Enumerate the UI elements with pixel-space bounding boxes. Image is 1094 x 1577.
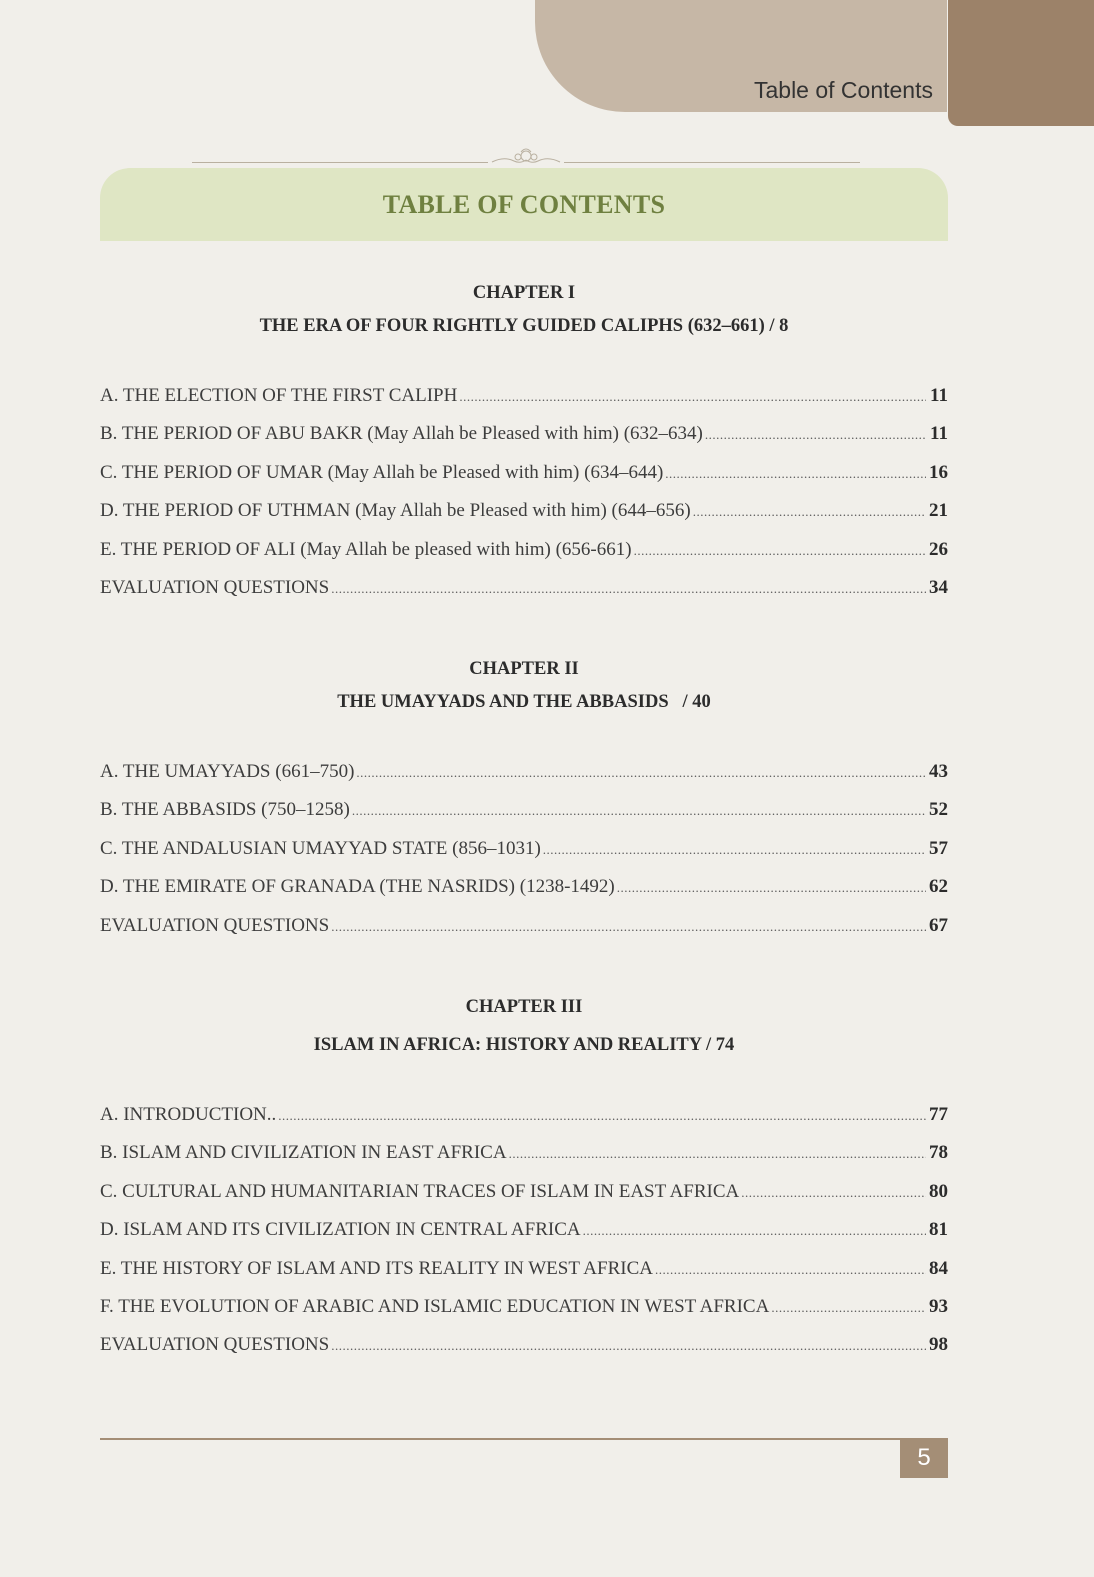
entry-title: D. ISLAM AND ITS CIVILIZATION IN CENTRAL AFRICA bbox=[100, 1219, 581, 1241]
dot-leader bbox=[356, 765, 926, 781]
entry-page-number: 77 bbox=[929, 1104, 948, 1125]
toc-entry[interactable] bbox=[100, 1258, 948, 1296]
toc-entry[interactable] bbox=[100, 462, 948, 500]
entry-title: E. THE PERIOD OF ALI (May Allah be pleased with him) (656-661) bbox=[100, 538, 632, 560]
chapter-1-number: CHAPTER I bbox=[472, 283, 576, 303]
entry-page-number: 93 bbox=[929, 1295, 948, 1317]
entry-page-number: 98 bbox=[929, 1334, 948, 1356]
entry-page-number: 52 bbox=[929, 799, 948, 821]
ornament-line-left bbox=[192, 162, 488, 163]
entry-page-number: 11 bbox=[930, 423, 948, 445]
dot-leader bbox=[459, 389, 926, 405]
dot-leader bbox=[705, 427, 926, 443]
entry-title: D. THE PERIOD OF UTHMAN (May Allah be Pleased with him) (644–656) bbox=[100, 500, 691, 522]
page-number: 5 bbox=[900, 1438, 948, 1478]
dot-leader bbox=[509, 1146, 926, 1162]
entry-title: C. THE ANDALUSIAN UMAYYAD STATE (856–1031) bbox=[100, 837, 541, 859]
header-section-label: Table of Contents bbox=[753, 77, 933, 103]
chapter-3-title: ISLAM IN AFRICA: HISTORY AND REALITY / 74 bbox=[313, 1035, 735, 1055]
ornament-line-right bbox=[564, 162, 860, 163]
toc-entry[interactable] bbox=[100, 1219, 948, 1257]
entry-page-number: 26 bbox=[929, 538, 948, 560]
chapter-1-entries bbox=[100, 385, 948, 615]
toc-entry[interactable] bbox=[100, 1181, 948, 1219]
entry-page-number: 78 bbox=[929, 1142, 948, 1164]
chapter-3-entries bbox=[100, 1104, 948, 1373]
page-title: TABLE OF CONTENTS bbox=[382, 189, 666, 219]
dot-leader bbox=[693, 504, 926, 520]
header-section-tab bbox=[535, 0, 947, 112]
entry-title: EVALUATION QUESTIONS bbox=[100, 1334, 330, 1356]
entry-page-number: 57 bbox=[929, 837, 948, 859]
toc-entry[interactable] bbox=[100, 1334, 948, 1372]
toc-entry[interactable] bbox=[100, 1142, 948, 1180]
toc-entry[interactable] bbox=[100, 577, 948, 615]
entry-page-number: 34 bbox=[929, 576, 948, 598]
entry-page-number: 21 bbox=[929, 500, 948, 522]
entry-page-number: 81 bbox=[929, 1219, 948, 1241]
entry-page-number: 43 bbox=[929, 761, 948, 782]
dot-leader bbox=[741, 1185, 926, 1201]
entry-title: A. THE UMAYYADS (661–750) bbox=[100, 761, 355, 782]
dot-leader bbox=[655, 1262, 926, 1278]
chapter-1-title: THE ERA OF FOUR RIGHTLY GUIDED CALIPHS (632–661) / 8 bbox=[259, 316, 789, 336]
entry-page-number: 11 bbox=[930, 385, 948, 406]
entry-title: F. THE EVOLUTION OF ARABIC AND ISLAMIC EDUCATION IN WEST AFRICA bbox=[100, 1295, 770, 1317]
entry-title: B. THE PERIOD OF ABU BAKR (May Allah be Pleased with him) (632–634) bbox=[100, 423, 703, 445]
toc-entry[interactable] bbox=[100, 761, 948, 799]
toc-entry[interactable] bbox=[100, 1296, 948, 1334]
entry-page-number: 62 bbox=[929, 876, 948, 898]
footer-rule bbox=[100, 1438, 948, 1440]
dot-leader bbox=[617, 880, 926, 896]
entry-title: C. CULTURAL AND HUMANITARIAN TRACES OF ISLAM IN EAST AFRICA bbox=[100, 1180, 740, 1202]
toc-entry[interactable] bbox=[100, 915, 948, 953]
header-corner-block bbox=[948, 0, 1094, 126]
chapter-3-number: CHAPTER III bbox=[465, 997, 583, 1017]
flourish-ornament-icon bbox=[490, 146, 562, 168]
entry-page-number: 80 bbox=[929, 1180, 948, 1202]
entry-title: E. THE HISTORY OF ISLAM AND ITS REALITY IN WEST AFRICA bbox=[100, 1257, 653, 1279]
toc-entry[interactable] bbox=[100, 385, 948, 423]
toc-entry[interactable] bbox=[100, 838, 948, 876]
dot-leader bbox=[634, 543, 926, 559]
entry-title: D. THE EMIRATE OF GRANADA (THE NASRIDS) (1238-1492) bbox=[100, 876, 615, 898]
dot-leader bbox=[543, 842, 926, 858]
toc-title-banner bbox=[100, 168, 948, 241]
entry-page-number: 16 bbox=[929, 461, 948, 483]
entry-title: EVALUATION QUESTIONS bbox=[100, 914, 330, 936]
entry-page-number: 67 bbox=[929, 914, 948, 936]
dot-leader bbox=[331, 919, 926, 935]
toc-entry[interactable] bbox=[100, 539, 948, 577]
dot-leader bbox=[352, 803, 926, 819]
entry-page-number: 84 bbox=[929, 1257, 948, 1279]
dot-leader bbox=[665, 466, 926, 482]
dot-leader bbox=[771, 1300, 926, 1316]
entry-title: EVALUATION QUESTIONS bbox=[100, 576, 330, 598]
dot-leader bbox=[331, 1338, 926, 1354]
entry-title: A. THE ELECTION OF THE FIRST CALIPH bbox=[100, 385, 458, 406]
dot-leader bbox=[331, 581, 926, 597]
chapter-2-number: CHAPTER II bbox=[469, 659, 579, 679]
toc-entry[interactable] bbox=[100, 500, 948, 538]
chapter-2-title: THE UMAYYADS AND THE ABBASIDS / 40 bbox=[337, 692, 711, 712]
toc-entry[interactable] bbox=[100, 1104, 948, 1142]
entry-title: C. THE PERIOD OF UMAR (May Allah be Pleased with him) (634–644) bbox=[100, 461, 664, 483]
toc-entry[interactable] bbox=[100, 423, 948, 461]
toc-entry[interactable] bbox=[100, 876, 948, 914]
entry-title: B. THE ABBASIDS (750–1258) bbox=[100, 799, 350, 821]
entry-title: A. INTRODUCTION.. bbox=[100, 1104, 277, 1125]
toc-entry[interactable] bbox=[100, 799, 948, 837]
dot-leader bbox=[278, 1108, 926, 1124]
dot-leader bbox=[583, 1223, 926, 1239]
entry-title: B. ISLAM AND CIVILIZATION IN EAST AFRICA bbox=[100, 1142, 507, 1164]
chapter-2-entries bbox=[100, 761, 948, 953]
